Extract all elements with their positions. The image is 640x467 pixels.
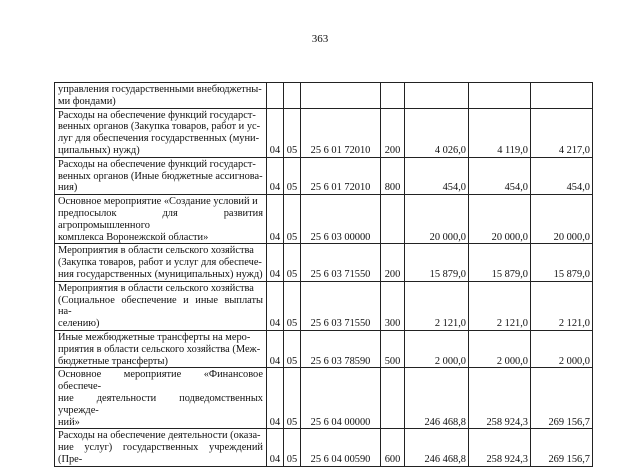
description-cell — [55, 429, 267, 466]
amount-year3-cell: 269 156,7 — [531, 429, 593, 466]
expense-type-cell: 800 — [381, 157, 405, 194]
amount-year1-cell — [405, 83, 469, 109]
amount-year1-cell: 4 026,0 — [405, 108, 469, 157]
description-line: предпосылок для развития агропромышленного — [58, 207, 263, 231]
description-cell — [55, 330, 267, 367]
subsection-code-cell: 05 — [284, 157, 301, 194]
section-code-cell: 04 — [267, 429, 284, 466]
amount-year1-cell: 20 000,0 — [405, 195, 469, 244]
expense-type-cell: 200 — [381, 108, 405, 157]
subsection-code-cell: 05 — [284, 281, 301, 330]
amount-year1-cell: 2 000,0 — [405, 330, 469, 367]
amount-year1-cell: 246 468,8 — [405, 429, 469, 466]
target-article-cell: 25 6 03 71550 — [301, 281, 381, 330]
table-row — [55, 429, 593, 466]
description-line: комплекса Воронежской области» — [58, 231, 209, 243]
table-row — [55, 368, 593, 429]
amount-year2-cell: 4 119,0 — [469, 108, 531, 157]
target-article-cell: 25 6 03 78590 — [301, 330, 381, 367]
expense-type-cell: 300 — [381, 281, 405, 330]
section-code-cell: 04 — [267, 368, 284, 429]
expense-type-cell — [381, 83, 405, 109]
target-article-cell — [301, 83, 381, 109]
description-line: ний» — [58, 416, 80, 428]
expense-type-cell — [381, 195, 405, 244]
amount-year3-cell: 2 121,0 — [531, 281, 593, 330]
table-row — [55, 281, 593, 330]
description-line: венных органов (Закупка товаров, работ и ус- — [58, 121, 261, 133]
target-article-cell: 25 6 04 00590 — [301, 429, 381, 466]
table-row — [55, 83, 593, 109]
target-article-cell: 25 6 04 00000 — [301, 368, 381, 429]
expense-type-cell: 600 — [381, 429, 405, 466]
amount-year3-cell: 20 000,0 — [531, 195, 593, 244]
amount-year2-cell: 15 879,0 — [469, 244, 531, 281]
subsection-code-cell: 05 — [284, 244, 301, 281]
section-code-cell: 04 — [267, 244, 284, 281]
description-cell — [55, 83, 267, 109]
description-line: Основное мероприятие «Создание условий и — [58, 196, 258, 208]
subsection-code-cell: 05 — [284, 429, 301, 466]
subsection-code-cell: 05 — [284, 368, 301, 429]
description-cell — [55, 281, 267, 330]
description-line: ципальных) нужд) — [58, 144, 140, 156]
subsection-code-cell: 05 — [284, 108, 301, 157]
page-number: 363 — [311, 33, 329, 45]
description-line: селению) — [58, 318, 100, 330]
description-line: Иные межбюджетные трансферты на меро- — [58, 331, 251, 343]
description-cell — [55, 157, 267, 194]
amount-year3-cell: 4 217,0 — [531, 108, 593, 157]
amount-year2-cell: 2 121,0 — [469, 281, 531, 330]
amount-year2-cell: 258 924,3 — [469, 368, 531, 429]
description-line: Основное мероприятие «Финансовое обеспече- — [58, 369, 263, 393]
description-line: венных органов (Иные бюджетные ассигнова- — [58, 170, 263, 182]
description-line: Мероприятия в области сельского хозяйства — [58, 245, 254, 257]
subsection-code-cell — [284, 83, 301, 109]
target-article-cell: 25 6 03 71550 — [301, 244, 381, 281]
expense-type-cell: 500 — [381, 330, 405, 367]
amount-year3-cell — [531, 83, 593, 109]
table-row — [55, 330, 593, 367]
section-code-cell: 04 — [267, 330, 284, 367]
description-cell — [55, 195, 267, 244]
subsection-code-cell: 05 — [284, 330, 301, 367]
description-line: (Закупка товаров, работ и услуг для обеспече- — [58, 257, 262, 269]
amount-year2-cell — [469, 83, 531, 109]
amount-year1-cell: 2 121,0 — [405, 281, 469, 330]
description-line: приятия в области сельского хозяйства (Меж- — [58, 343, 261, 355]
description-line: ние услуг) государственных учреждений (Пре- — [58, 442, 263, 465]
amount-year3-cell: 2 000,0 — [531, 330, 593, 367]
amount-year2-cell: 258 924,3 — [469, 429, 531, 466]
target-article-cell: 25 6 01 72010 — [301, 108, 381, 157]
description-line: луг для обеспечения государственных (муни- — [58, 133, 260, 145]
description-line: Расходы на обеспечение деятельности (оказа- — [58, 430, 261, 442]
description-line: Мероприятия в области сельского хозяйства — [58, 282, 254, 294]
table-row — [55, 195, 593, 244]
target-article-cell: 25 6 03 00000 — [301, 195, 381, 244]
subsection-code-cell: 05 — [284, 195, 301, 244]
amount-year3-cell: 454,0 — [531, 157, 593, 194]
target-article-cell: 25 6 01 72010 — [301, 157, 381, 194]
description-line: ние деятельности подведомственных учрежде- — [58, 392, 263, 416]
description-line: ния государственных (муниципальных) нужд) — [58, 268, 263, 280]
amount-year2-cell: 2 000,0 — [469, 330, 531, 367]
description-line: Расходы на обеспечение функций государст- — [58, 109, 256, 121]
description-line: ния) — [58, 182, 78, 194]
section-code-cell: 04 — [267, 157, 284, 194]
description-line: ми фондами) — [58, 95, 116, 107]
amount-year1-cell: 15 879,0 — [405, 244, 469, 281]
description-cell — [55, 108, 267, 157]
description-line: управления государственными внебюджетны- — [58, 84, 262, 95]
table-row — [55, 244, 593, 281]
description-cell — [55, 368, 267, 429]
expense-type-cell: 200 — [381, 244, 405, 281]
description-line: бюджетные трансферты) — [58, 355, 168, 367]
section-code-cell: 04 — [267, 195, 284, 244]
amount-year2-cell: 20 000,0 — [469, 195, 531, 244]
amount-year3-cell: 269 156,7 — [531, 368, 593, 429]
section-code-cell: 04 — [267, 281, 284, 330]
amount-year1-cell: 246 468,8 — [405, 368, 469, 429]
amount-year2-cell: 454,0 — [469, 157, 531, 194]
amount-year3-cell: 15 879,0 — [531, 244, 593, 281]
description-line: Расходы на обеспечение функций государст- — [58, 158, 256, 170]
description-cell — [55, 244, 267, 281]
section-code-cell — [267, 83, 284, 109]
amount-year1-cell: 454,0 — [405, 157, 469, 194]
description-line: (Социальное обеспечение и иные выплаты на- — [58, 294, 263, 318]
budget-table — [54, 82, 593, 467]
expense-type-cell — [381, 368, 405, 429]
table-row — [55, 108, 593, 157]
table-row — [55, 157, 593, 194]
section-code-cell: 04 — [267, 108, 284, 157]
